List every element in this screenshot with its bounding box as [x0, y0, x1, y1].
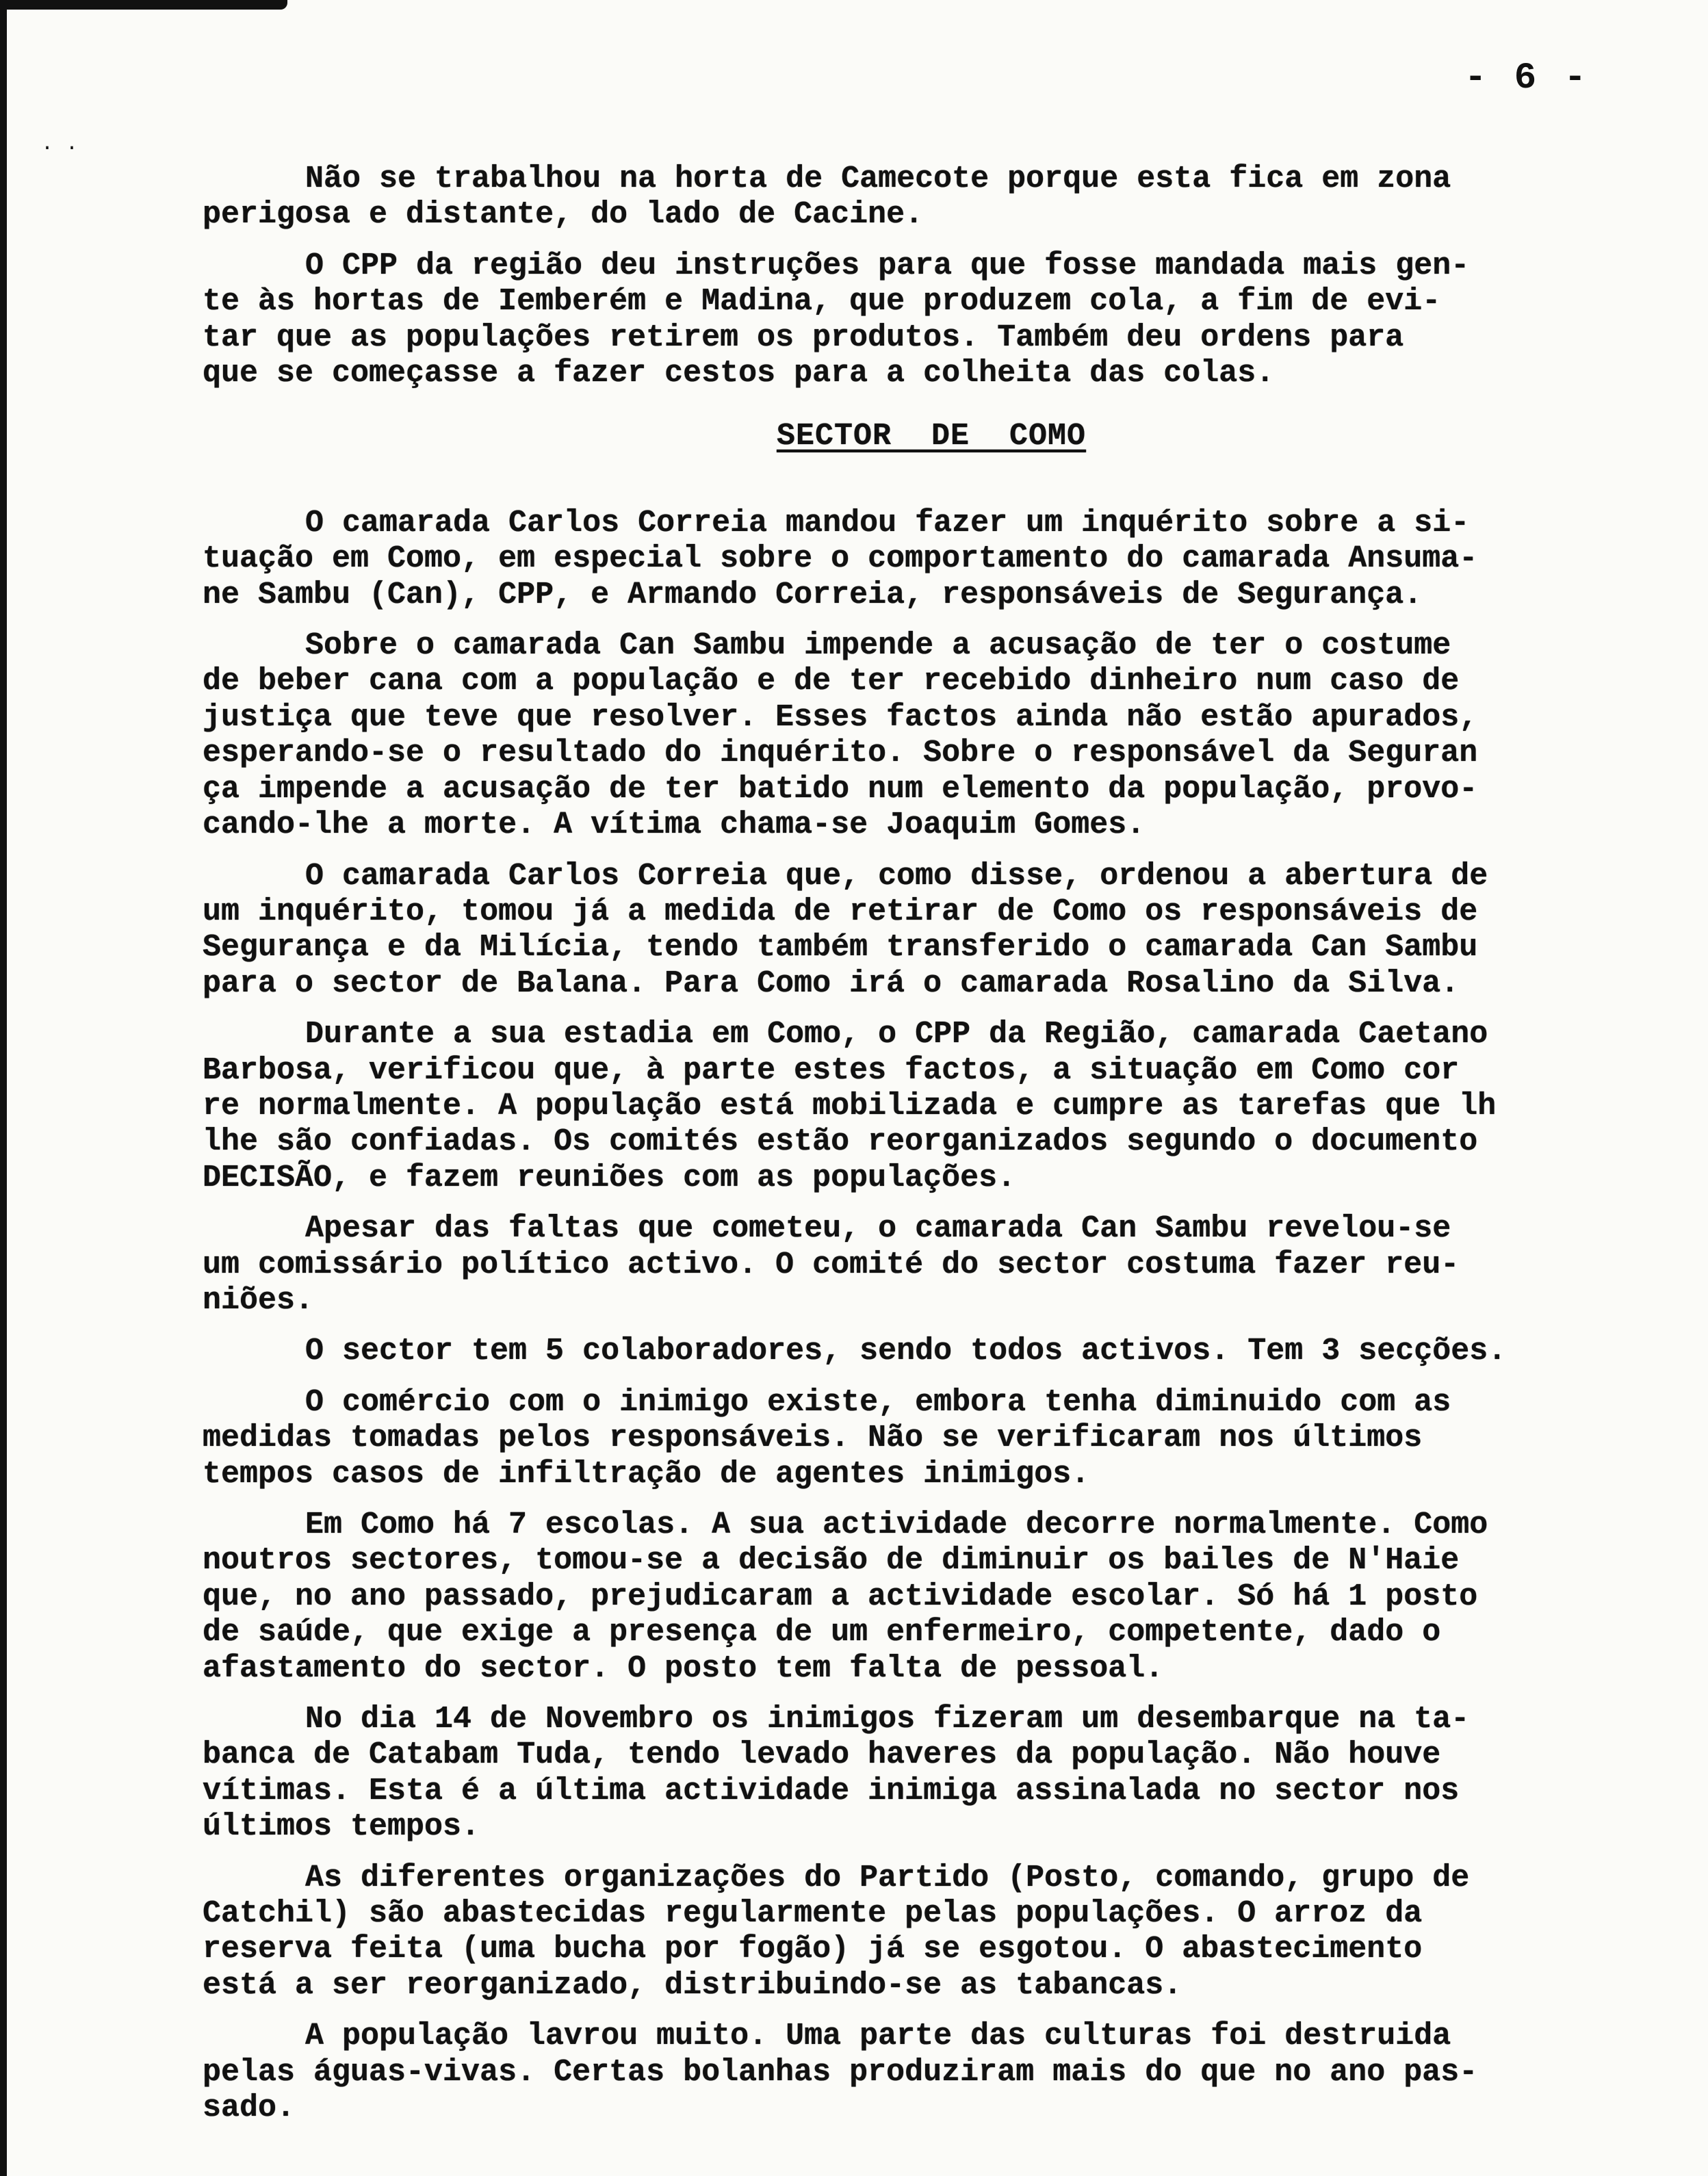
paragraph-abastecimento: As diferentes organizações do Partido (Posto, comando, grupo de Catchil) são abastecidas regularmente pelas populações. O arroz da reserva feita (uma bucha por fogão) já se esgotou. O abastecimento está a ser reorganizado, distribuindo-se as tabancas. — [203, 1860, 1470, 2003]
paragraph-escolas: Em Como há 7 escolas. A sua actividade decorre normalmente. Como noutros sectores, tomou-se a decisão de diminuir os bailes de N'Haie que, no ano passado, prejudicaram a actividade escolar. Só há 1 posto de saúde, que exige a presença de um enfermeiro, competente, dado o afastamento do sector. O posto tem falta de pessoal. — [203, 1507, 1488, 1686]
scan-left-edge — [0, 0, 7, 2176]
paragraph-colaboradores: O sector tem 5 colaboradores, sendo todos activos. Tem 3 secções. — [305, 1334, 1507, 1369]
section-heading: SECTOR DE COMO — [776, 419, 1087, 454]
paragraph-comercio: O comércio com o inimigo existe, embora tenha diminuido com as medidas tomadas pelos responsáveis. Não se verificaram nos últimos tempos casos de infiltração de agentes inimigos. — [203, 1384, 1451, 1492]
document-body — [203, 161, 1660, 2142]
paragraph-acusacao: Sobre o camarada Can Sambu impende a acusação de ter o costume de beber cana com a população e de ter recebido dinheiro num caso de justiça que teve que resolver. Esses factos ainda não estão apurados, esperando-se o resultado do inquérito. Sobre o responsável da Seguran ça impende a acusação de ter batido num elemento da população, provo- cando-lhe a morte. A vítima chama-se Joaquim Gomes. — [203, 628, 1478, 843]
paragraph-horta-camecote: Não se trabalhou na horta de Camecote porque esta fica em zona perigosa e distante, do lado de Cacine. — [203, 161, 1451, 233]
page-number: - 6 - — [1464, 57, 1590, 99]
scan-top-edge — [0, 0, 287, 10]
paragraph-medidas: O camarada Carlos Correia que, como disse, ordenou a abertura de um inquérito, tomou já a medida de retirar de Como os responsáveis de Segurança e da Milícia, tendo também transferido o camarada Can Sambu para o sector de Balana. Para Como irá o camarada Rosalino da Silva. — [203, 858, 1488, 1001]
paragraph-cpp-instrucoes: O CPP da região deu instruções para que fosse mandada mais gen- te às hortas de Iemberém e Madina, que produzem cola, a fim de evi- tar que as populações retirem os produtos. Também deu ordens para que se começasse a fazer cestos para a colheita das colas. — [203, 248, 1470, 391]
paragraph-comissario: Apesar das faltas que cometeu, o camarada Can Sambu revelou-se um comissário político activo. O comité do sector costuma fazer reu- niões. — [203, 1211, 1460, 1318]
paragraph-desembarque: No dia 14 de Novembro os inimigos fizeram um desembarque na ta- banca de Catabam Tuda, tendo levado haveres da população. Não houve vítimas. Esta é a última actividade inimiga assinalada no sector nos últimos tempos. — [203, 1702, 1470, 1845]
paragraph-estadia: Durante a sua estadia em Como, o CPP da Região, camarada Caetano Barbosa, verificou que, à parte estes factos, a situação em Como cor re normalmente. A população está mobilizada e cumpre as tarefas que lh lhe são confiadas. Os comités estão reorganizados segundo o documento DECISÃO, e fazem reuniões com as populações. — [203, 1017, 1497, 1195]
paragraph-inquerito: O camarada Carlos Correia mandou fazer um inquérito sobre a si- tuação em Como, em especial sobre o comportamento do camarada Ansuma- ne Sambu (Can), CPP, e Armando Correia, responsáveis de Segurança. — [203, 505, 1478, 612]
paragraph-culturas: A população lavrou muito. Uma parte das culturas foi destruida pelas águas-vivas. Certas bolanhas produziram mais do que no ano pas- sado. — [203, 2019, 1478, 2126]
scan-specks: · · — [41, 137, 79, 160]
